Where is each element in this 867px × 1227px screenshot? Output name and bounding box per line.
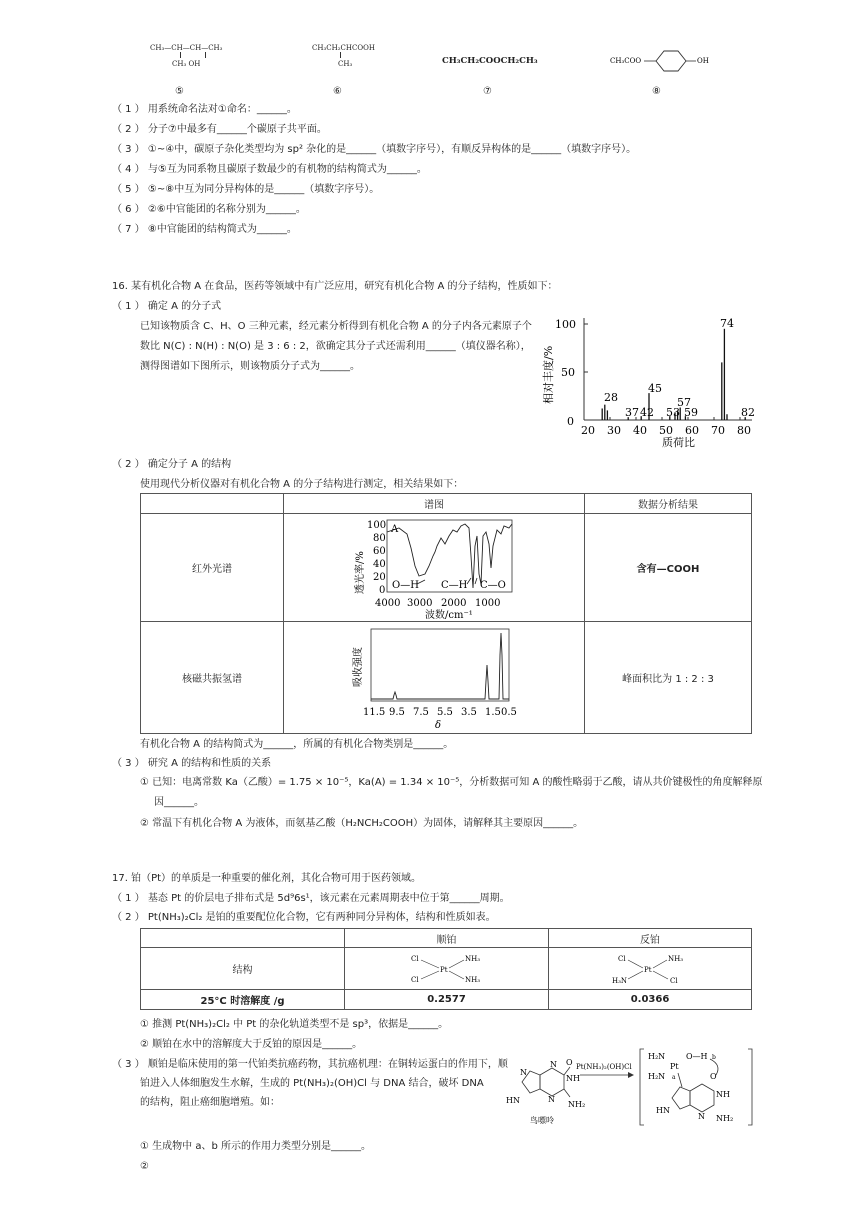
structure-6-main: CH₃CH₂CHCOOH xyxy=(312,44,375,52)
svg-text:NH: NH xyxy=(716,1090,730,1099)
svg-text:N: N xyxy=(520,1068,527,1077)
nmr-xtick-3-5: 3.5 xyxy=(461,706,477,718)
q17-part2-item2: ② 顺铂在水中的溶解度大于反铂的原因是______。 xyxy=(140,1039,363,1050)
q17-part3-item2: ② xyxy=(140,1161,149,1172)
q17-part2: （ 2 ） Pt(NH₃)₂Cl₂ 是铂的重要配位化合物，它有两种同分异构体，结构和性质如表。 xyxy=(112,912,496,923)
ir-xtick-1000: 1000 xyxy=(475,597,501,609)
ir-ytick-20: 20 xyxy=(373,571,386,583)
ir-marker-a: A xyxy=(391,523,399,535)
mass-spectrum-chart xyxy=(540,312,760,452)
row-ir-spectrum xyxy=(284,514,585,622)
spectrum-table-corner xyxy=(141,494,284,514)
svg-text:N: N xyxy=(550,1060,557,1069)
q16-part3-item1b: 因______。 xyxy=(154,797,204,808)
row-ir-name: 红外光谱 xyxy=(141,514,284,622)
trans-h3n-bottom: H₃N xyxy=(612,976,628,985)
svg-text:NH₂: NH₂ xyxy=(568,1100,586,1109)
q16-after-table: 有机化合物 A 的结构简式为______，所属的有机化合物类别是______。 xyxy=(140,739,454,750)
q17-intro: 17. 铂（Pt）的单质是一种重要的催化剂，其化合物可用于医药领域。 xyxy=(112,873,422,884)
q17-part3-item1: ① 生成物中 a、b 所示的作用力类型分别是______。 xyxy=(140,1141,371,1152)
svg-text:a: a xyxy=(672,1074,676,1081)
guanine-structure xyxy=(522,1067,570,1097)
ms-xtick-40: 40 xyxy=(633,424,647,437)
q16-part3-title: （ 3 ） 研究 A 的结构和性质的关系 xyxy=(112,758,272,769)
nmr-xtick-1-5: 1.5 xyxy=(485,706,501,718)
row-nmr-result: 峰面积比为 1 : 2 : 3 xyxy=(585,622,752,734)
spectrum-table xyxy=(140,493,752,734)
ir-xtick-2000: 2000 xyxy=(441,597,467,609)
structure-5-sub xyxy=(150,52,222,60)
nmr-xtick-9-5: 9.5 xyxy=(389,706,405,718)
ms-xtick-80: 80 xyxy=(737,424,751,437)
spectrum-table-head-spectra: 谱图 xyxy=(284,494,585,514)
platin-head-cis: 顺铂 xyxy=(345,929,549,948)
trans-nh3-top: NH₃ xyxy=(668,954,684,963)
row-nmr-name: 核磁共振氢谱 xyxy=(141,622,284,734)
q15-item-6: （ 6 ） ②⑥中官能团的名称分别为______。 xyxy=(112,204,306,215)
svg-text:O: O xyxy=(566,1058,573,1067)
ir-xtick-3000: 3000 xyxy=(407,597,433,609)
ir-annot-ch: C—H xyxy=(441,579,468,591)
svg-text:O—H: O—H xyxy=(686,1052,708,1061)
ms-peak-label-59: 59 xyxy=(684,406,698,419)
svg-text:H₂N: H₂N xyxy=(648,1072,666,1081)
q16-intro: 16. 某有机化合物 A 在食品，医药等领域中有广泛应用，研究有机化合物 A 的分子结构，性质如下： xyxy=(112,281,558,292)
ms-peak-label-42: 42 xyxy=(640,406,654,419)
ir-trace xyxy=(387,524,512,588)
platin-head-trans: 反铂 xyxy=(549,929,752,948)
svg-text:Pt: Pt xyxy=(670,1062,679,1071)
platin-row-solubility-name: 25°C 时溶解度 /g xyxy=(141,990,345,1010)
q16-part2-title: （ 2 ） 确定分子 A 的结构 xyxy=(112,459,232,470)
q16-part3-item1a: ① 已知：电离常数 Ka（乙酸）= 1.75 × 10⁻⁵，Ka(A) = 1.34 × 10⁻⁵，分析数据可知 A 的酸性略弱于乙酸，请从共价键极性的角度解释原 xyxy=(140,777,763,788)
ms-xtick-50: 50 xyxy=(659,424,673,437)
svg-text:NH₂: NH₂ xyxy=(716,1114,734,1123)
ms-peak-label-45: 45 xyxy=(648,382,662,395)
svg-text:O: O xyxy=(710,1072,717,1081)
q16-part1-title: （ 1 ） 确定 A 的分子式 xyxy=(112,301,222,312)
trans-solubility: 0.0366 xyxy=(549,990,752,1010)
structure-7: CH₃CH₂COOCH₂CH₃ xyxy=(442,56,538,66)
ir-ytick-0: 0 xyxy=(379,584,386,596)
cis-solubility: 0.2577 xyxy=(345,990,549,1010)
ir-ytick-100: 100 xyxy=(367,519,387,531)
q16-part3-item2: ② 常温下有机化合物 A 为液体，而氨基乙酸（H₂NCH₂COOH）为固体，请解释其主要原因______。 xyxy=(140,818,584,829)
nmr-ylabel: 吸收强度 xyxy=(353,646,364,687)
ms-ylabel: 相对丰度/% xyxy=(542,345,555,404)
reaction-scheme xyxy=(500,1045,770,1131)
ms-peak-label-74: 74 xyxy=(720,317,734,330)
reaction-reagent: Pt(NH₃)₂(OH)Cl xyxy=(576,1063,632,1071)
cis-nh3-top: NH₃ xyxy=(464,954,480,963)
nmr-xtick-7-5: 7.5 xyxy=(413,706,429,718)
q15-item-5: （ 5 ） ⑤~⑧中互为同分异构体的是______（填数字序号）。 xyxy=(112,184,380,195)
structure-8 xyxy=(608,46,718,79)
nmr-xtick-11-5: 11.5 xyxy=(363,706,386,718)
q15-item-7: （ 7 ） ⑧中官能团的结构简式为______。 xyxy=(112,224,297,235)
svg-text:H₂N: H₂N xyxy=(648,1052,666,1061)
ms-xtick-30: 30 xyxy=(607,424,621,437)
trans-cl-bottom: Cl xyxy=(670,976,678,985)
ms-peak-label-53: 53 xyxy=(666,406,680,419)
q17-part2-item1: ① 推测 Pt(NH₃)₂Cl₂ 中 Pt 的杂化轨道类型不是 sp³，依据是______。 xyxy=(140,1019,449,1030)
svg-text:N: N xyxy=(698,1112,705,1121)
svg-text:N: N xyxy=(548,1095,555,1104)
platin-row-structure-name: 结构 xyxy=(141,948,345,990)
nmr-trace xyxy=(371,633,509,699)
ms-xtick-20: 20 xyxy=(581,424,595,437)
cis-cl-bottom: Cl xyxy=(410,975,419,984)
q16-part1-line2: 数比 N(C) : N(H) : N(O) 是 3 : 6 : 2，欲确定其分子式还需利用______（填仪器名称）， xyxy=(140,341,531,352)
ms-peak-label-57: 57 xyxy=(677,396,691,409)
label-8: ⑧ xyxy=(652,86,661,97)
structure-5-main: CH₃—CH—CH—CH₃ xyxy=(150,44,223,52)
svg-text:NH: NH xyxy=(566,1074,580,1083)
q15-item-1: （ 1 ） 用系统命名法对①命名：______。 xyxy=(112,104,297,115)
ms-xlabel: 质荷比 xyxy=(662,436,695,449)
q15-item-4: （ 4 ） 与⑤互为同系物且碳原子数最少的有机物的结构简式为______。 xyxy=(112,164,427,175)
ir-annot-oh: O—H xyxy=(392,579,419,591)
ms-peak-label-37: 37 xyxy=(625,406,639,419)
structure-8-ester: CH₃COO xyxy=(610,57,642,65)
trans-structure xyxy=(549,948,752,990)
ms-ytick-0: 0 xyxy=(567,415,574,428)
ms-ytick-50: 50 xyxy=(561,366,575,379)
nmr-xtick-5-5: 5.5 xyxy=(437,706,453,718)
nmr-xtick-0-5: 0.5 xyxy=(501,706,517,718)
structure-6-branch: CH₃ xyxy=(338,60,353,68)
q16-part1-line3: 测得图谱如下图所示，则该物质分子式为______。 xyxy=(140,361,360,372)
trans-cl-top: Cl xyxy=(618,954,626,963)
guanine-label: 鸟嘌呤 xyxy=(530,1116,554,1125)
svg-text:HN: HN xyxy=(656,1106,670,1115)
label-6: ⑥ xyxy=(333,86,342,97)
svg-text:HN: HN xyxy=(506,1096,520,1105)
label-5: ⑤ xyxy=(175,86,184,97)
q15-item-2: （ 2 ） 分子⑦中最多有______个碳原子共平面。 xyxy=(112,124,327,135)
q17-part3-line1: （ 3 ） 顺铂是临床使用的第一代铂类抗癌药物，其抗癌机理：在铜转运蛋白的作用下，顺 xyxy=(112,1059,508,1070)
ir-spectrum xyxy=(349,516,519,620)
ir-annot-co: C—O xyxy=(480,579,506,591)
nmr-xlabel: δ xyxy=(435,719,442,731)
platin-table-corner xyxy=(141,929,345,948)
ms-xtick-70: 70 xyxy=(711,424,725,437)
ms-peak-label-82: 82 xyxy=(741,406,755,419)
q16-part2-line1: 使用现代分析仪器对有机化合物 A 的分子结构进行测定，相关结果如下： xyxy=(140,479,464,490)
structure-8-oh: OH xyxy=(697,57,709,65)
ms-xtick-60: 60 xyxy=(685,424,699,437)
ir-xtick-4000: 4000 xyxy=(375,597,401,609)
label-7: ⑦ xyxy=(483,86,492,97)
q15-item-3: （ 3 ） ①~④中，碳原子杂化类型均为 sp² 杂化的是______（填数字序号），有顺反异构体的是______（填数字序号）。 xyxy=(112,144,637,155)
nmr-spectrum xyxy=(349,625,519,731)
cis-cl-top: Cl xyxy=(410,954,419,963)
q17-part1: （ 1 ） 基态 Pt 的价层电子排布式是 5d⁹6s¹，该元素在元素周期表中位于第______周期。 xyxy=(112,893,510,904)
ms-peak-label-28: 28 xyxy=(604,391,618,404)
structure-6 xyxy=(312,44,375,68)
platin-table xyxy=(140,928,752,1010)
cis-pt: Pt xyxy=(439,965,448,974)
q17-part3-line2: 铂进入人体细胞发生水解，生成的 Pt(NH₃)₂(OH)Cl 与 DNA 结合，破坏 DNA xyxy=(140,1078,484,1089)
ir-xlabel: 波数/cm⁻¹ xyxy=(425,609,473,620)
ir-ytick-80: 80 xyxy=(373,532,386,544)
cis-structure xyxy=(345,948,549,990)
structure-5 xyxy=(150,44,222,68)
ms-ytick-100: 100 xyxy=(555,318,576,331)
cis-nh3-bottom: NH₃ xyxy=(464,975,480,984)
trans-pt: Pt xyxy=(644,965,652,974)
spectrum-table-head-result: 数据分析结果 xyxy=(585,494,752,514)
ir-ytick-60: 60 xyxy=(373,545,386,557)
q16-part1-line1: 已知该物质含 C、H、O 三种元素，经元素分析得到有机化合物 A 的分子内各元素原子个 xyxy=(140,321,532,332)
row-nmr-spectrum xyxy=(284,622,585,734)
svg-text:b: b xyxy=(712,1054,716,1061)
q17-part3-line3: 的结构，阻止癌细胞增殖。如： xyxy=(140,1097,280,1108)
row-ir-result: 含有—COOH xyxy=(585,514,752,622)
ir-ytick-40: 40 xyxy=(373,558,386,570)
ir-ylabel: 透光率/% xyxy=(355,550,366,594)
structure-5-branch: CH₃ OH xyxy=(172,60,201,68)
